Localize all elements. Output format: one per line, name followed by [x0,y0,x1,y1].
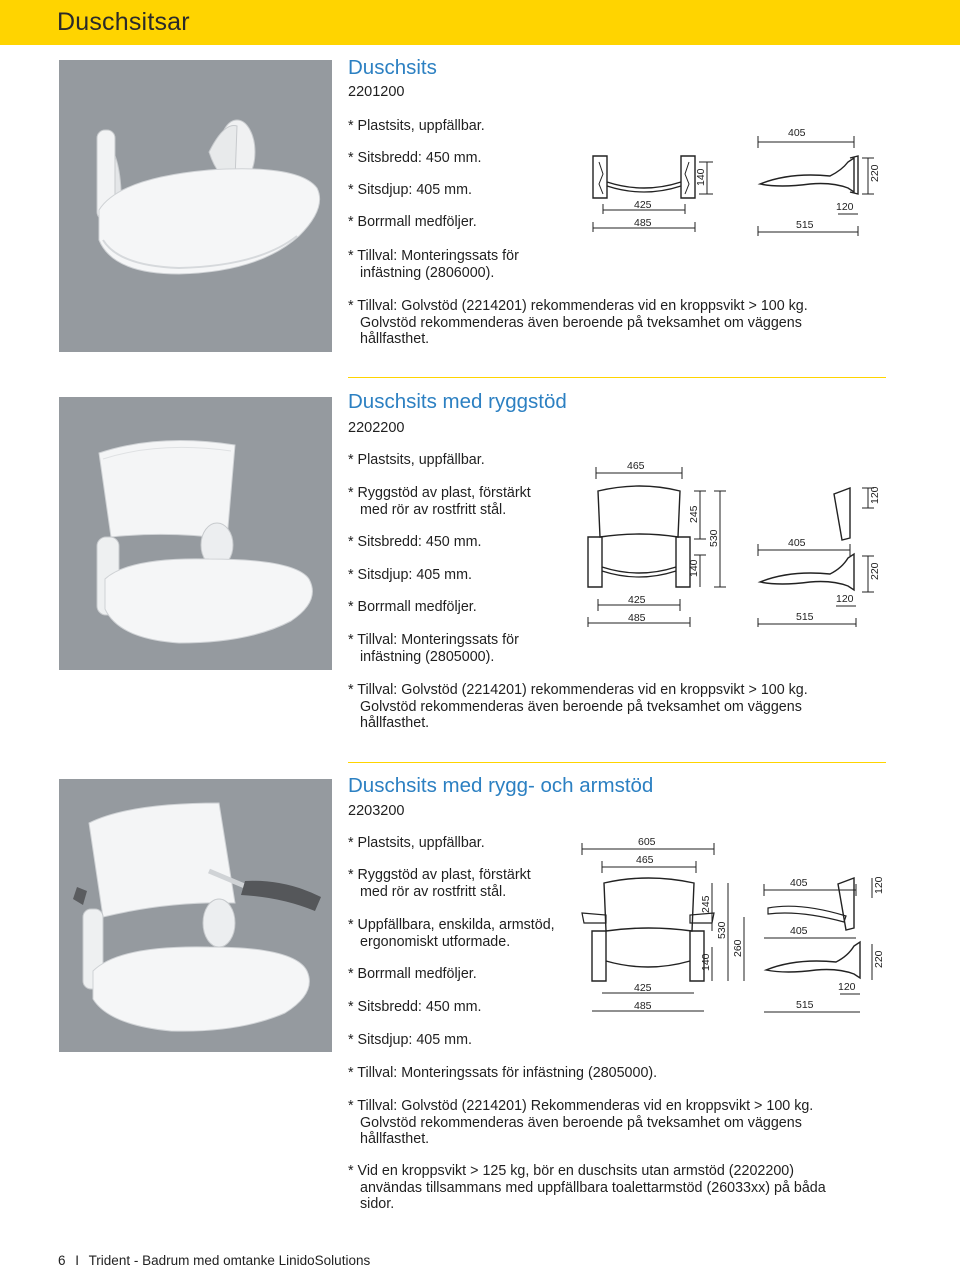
dimension-drawing-front [585,148,715,238]
feature-line: * Plastsits, uppfällbar. [348,452,485,468]
feature-line-text: * Ryggstöd av plast, förstärkt [348,485,531,501]
dim-label: 245 [700,895,712,913]
feature-line: * Borrmall medföljer. [348,599,477,615]
feature-line-text: * Tillval: Monteringssats för [348,248,519,264]
dim-label: 425 [628,594,646,606]
feature-line [348,632,519,665]
dim-label: 405 [788,537,806,549]
page-header-bar [0,0,960,45]
dim-label: 485 [634,217,652,229]
dim-label: 515 [796,999,814,1011]
feature-line: * Borrmall medföljer. [348,214,477,230]
feature-line: * Sitsbredd: 450 mm. [348,999,482,1015]
dim-label: 515 [796,611,814,623]
dimension-drawing-front [580,455,730,630]
feature-line: * Sitsdjup: 405 mm. [348,182,472,198]
dim-label: 530 [708,529,720,547]
feature-line: * Sitsbredd: 450 mm. [348,534,482,550]
dim-label: 515 [796,219,814,231]
dim-label: 120 [836,593,854,605]
feature-line-text: * Vid en kroppsvikt > 125 kg, bör en duschsits utan armstöd (2202200) [348,1163,794,1179]
dim-label: 220 [869,562,881,580]
feature-line [348,682,808,732]
feature-line: * Borrmall medföljer. [348,966,477,982]
feature-line [348,248,519,281]
dim-label: 425 [634,199,652,211]
feature-line-text: ergonomiskt utformade. [360,933,511,950]
feature-line: * Sitsdjup: 405 mm. [348,1032,472,1048]
feature-line-text: infästning (2806000). [360,264,495,281]
feature-line-text: sidor. [360,1196,395,1212]
feature-line-text: infästning (2805000). [360,648,495,665]
dimension-drawing-front [578,835,753,1015]
feature-line: * Tillval: Monteringssats för infästning (2805000). [348,1065,658,1081]
page-number: 6 [58,1253,66,1268]
dimension-drawing-side [760,868,890,1016]
feature-line [348,1163,826,1213]
feature-line [348,298,808,348]
feature-line-text: hållfasthet. [360,1131,430,1147]
feature-line-text: * Tillval: Golvstöd (2214201) rekommenderas vid en kroppsvikt > 100 kg. [348,682,808,698]
feature-line: * Sitsbredd: 450 mm. [348,150,482,166]
dim-label: 120 [873,876,885,894]
section-title: Duschsits med rygg- och armstöd [348,774,654,797]
dim-label: 220 [873,950,885,968]
dim-label: 120 [836,201,854,213]
feature-line: * Sitsdjup: 405 mm. [348,567,472,583]
feature-line-text: Golvstöd rekommenderas även beroende på tveksamhet om väggens [360,314,802,331]
dim-label: 605 [638,836,656,848]
feature-line: * Plastsits, uppfällbar. [348,118,485,134]
dim-label: 120 [838,981,856,993]
dim-label: 465 [627,460,645,472]
section-title: Duschsits med ryggstöd [348,390,567,413]
feature-line-text: * Tillval: Monteringssats för [348,632,519,648]
dim-label: 485 [634,1000,652,1012]
feature-line-text: * Tillval: Golvstöd (2214201) rekommenderas vid en kroppsvikt > 100 kg. [348,298,808,314]
footer-separator: I [75,1253,80,1268]
product-code: 2202200 [348,420,405,436]
page-footer [58,1253,370,1268]
product-photo-shower-seat-arm-back [59,779,332,1052]
section-divider [348,44,886,45]
feature-line [348,485,531,518]
dim-label: 485 [628,612,646,624]
feature-line-text: hållfasthet. [360,715,430,731]
dim-label: 405 [790,877,808,889]
product-photo-shower-seat [59,60,332,352]
dim-label: 220 [869,164,881,182]
feature-line-text: med rör av rostfritt stål. [360,501,507,518]
feature-line: * Plastsits, uppfällbar. [348,835,485,851]
dim-label: 140 [700,953,712,971]
feature-line [348,867,531,900]
feature-line [348,917,555,950]
dim-label: 140 [695,168,707,186]
section-divider [348,377,886,378]
feature-line-text: * Uppfällbara, enskilda, armstöd, [348,917,555,933]
page-title: Duschsitsar [57,8,190,36]
dimension-drawing-side [750,122,890,237]
feature-line-text: användas tillsammans med uppfällbara toalettarmstöd (26033xx) på båda [360,1179,826,1196]
dim-label: 245 [688,505,700,523]
dim-label: 405 [790,925,808,937]
dim-label: 140 [688,559,700,577]
dim-label: 425 [634,982,652,994]
dim-label: 260 [732,939,744,957]
feature-line-text: * Ryggstöd av plast, förstärkt [348,867,531,883]
product-code: 2201200 [348,84,405,100]
dimension-drawing-side [750,478,890,628]
feature-line-text: * Tillval: Golvstöd (2214201) Rekommenderas vid en kroppsvikt > 100 kg. [348,1098,814,1114]
feature-line-text: Golvstöd rekommenderas även beroende på tveksamhet om väggens [360,1114,802,1131]
dim-label: 465 [636,854,654,866]
dim-label: 530 [716,921,728,939]
dim-label: 120 [869,486,881,504]
feature-line-text: Golvstöd rekommenderas även beroende på tveksamhet om väggens [360,698,802,715]
feature-line-text: med rör av rostfritt stål. [360,883,507,900]
dim-label: 405 [788,127,806,139]
product-photo-shower-seat-backrest [59,397,332,670]
product-code: 2203200 [348,803,405,819]
footer-text: Trident - Badrum med omtanke LinidoSolutions [88,1253,371,1268]
section-title: Duschsits [348,56,437,79]
feature-line-text: hållfasthet. [360,331,430,347]
section-divider [348,762,886,763]
feature-line [348,1098,813,1148]
